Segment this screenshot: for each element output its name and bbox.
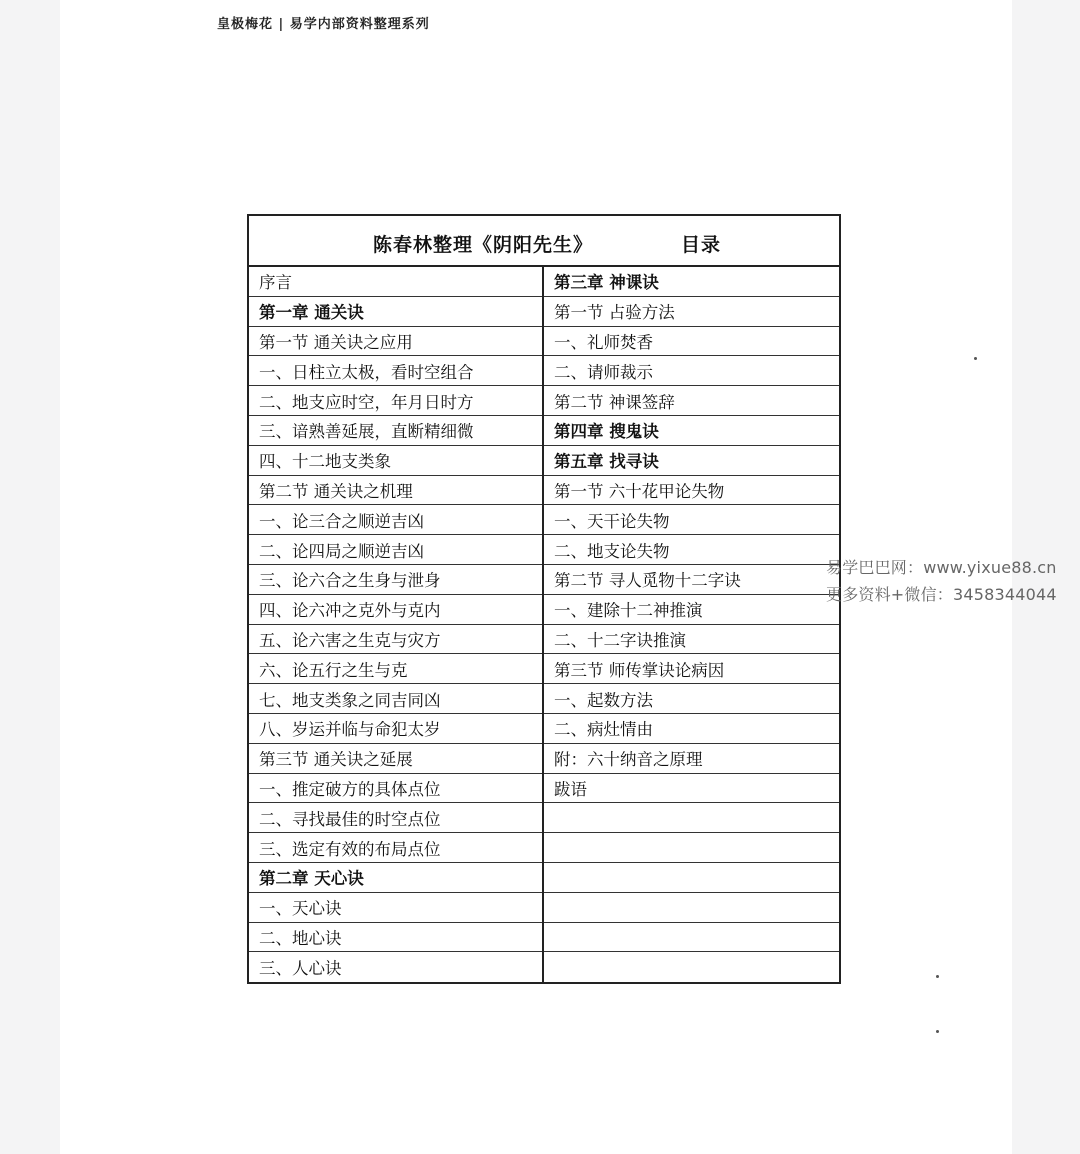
toc-entry: 一、日柱立太极，看时空组合 bbox=[249, 356, 542, 386]
toc-entry: 第二章 天心诀 bbox=[249, 863, 542, 893]
toc-entry: 一、建除十二神推演 bbox=[544, 595, 839, 625]
toc-entry: 第三节 师传掌诀论病因 bbox=[544, 654, 839, 684]
toc-left-column bbox=[249, 267, 544, 982]
toc-entry bbox=[544, 952, 839, 982]
toc-entry: 一、起数方法 bbox=[544, 684, 839, 714]
toc-entry: 第一节 占验方法 bbox=[544, 297, 839, 327]
toc-entry bbox=[544, 833, 839, 863]
toc-entry: 二、寻找最佳的时空点位 bbox=[249, 803, 542, 833]
toc-entry: 三、谙熟善延展，直断精细微 bbox=[249, 416, 542, 446]
toc-entry: 五、论六害之生克与灾方 bbox=[249, 625, 542, 655]
toc-entry: 二、病灶情由 bbox=[544, 714, 839, 744]
toc-entry bbox=[544, 863, 839, 893]
toc-entry: 七、地支类象之同吉同凶 bbox=[249, 684, 542, 714]
toc-entry: 二、地支论失物 bbox=[544, 535, 839, 565]
toc-title-suffix: 目录 bbox=[681, 234, 722, 256]
toc-entry: 第三节 通关诀之延展 bbox=[249, 744, 542, 774]
toc-right-column bbox=[544, 267, 839, 982]
toc-entry: 第二节 神课签辞 bbox=[544, 386, 839, 416]
toc-entry bbox=[544, 923, 839, 953]
toc-entry: 第二节 通关诀之机理 bbox=[249, 476, 542, 506]
toc-entry: 二、十二字诀推演 bbox=[544, 625, 839, 655]
scan-speck bbox=[974, 357, 977, 360]
toc-entry: 一、天心诀 bbox=[249, 893, 542, 923]
toc-entry: 一、天干论失物 bbox=[544, 505, 839, 535]
toc-entry: 四、论六冲之克外与克内 bbox=[249, 595, 542, 625]
toc-entry: 六、论五行之生与克 bbox=[249, 654, 542, 684]
table-of-contents bbox=[247, 214, 841, 984]
toc-entry: 三、人心诀 bbox=[259, 959, 342, 979]
toc-entry: 第四章 搜鬼诀 bbox=[544, 416, 839, 446]
toc-entry: 三、论六合之生身与泄身 bbox=[249, 565, 542, 595]
toc-entry: 四、十二地支类象 bbox=[249, 446, 542, 476]
toc-entry: 第一章 通关诀 bbox=[249, 297, 542, 327]
toc-entry: 第二节 寻人觅物十二字诀 bbox=[544, 565, 839, 595]
toc-title-row bbox=[249, 216, 839, 267]
watermark-contact: 更多资料+微信：3458344044 bbox=[826, 585, 1057, 604]
toc-entry: 附：六十纳音之原理 bbox=[544, 744, 839, 774]
toc-entry: 二、地支应时空，年月日时方 bbox=[249, 386, 542, 416]
toc-entry: 第三章 神课诀 bbox=[544, 267, 839, 297]
scan-speck bbox=[936, 1030, 939, 1033]
toc-entry: 一、论三合之顺逆吉凶 bbox=[249, 505, 542, 535]
toc-entry: 第一节 六十花甲论失物 bbox=[544, 476, 839, 506]
watermark-website: 易学巴巴网：www.yixue88.cn bbox=[826, 558, 1057, 577]
toc-entry: 一、礼师焚香 bbox=[544, 327, 839, 357]
toc-entry: 一、推定破方的具体点位 bbox=[249, 774, 542, 804]
toc-entry: 二、地心诀 bbox=[249, 923, 542, 953]
toc-entry: 跋语 bbox=[544, 774, 839, 804]
scan-speck bbox=[936, 975, 939, 978]
toc-entry: 二、论四局之顺逆吉凶 bbox=[249, 535, 542, 565]
page-header: 皇极梅花 | 易学内部资料整理系列 bbox=[217, 17, 430, 32]
toc-entry: 八、岁运并临与命犯太岁 bbox=[249, 714, 542, 744]
toc-entry bbox=[544, 893, 839, 923]
toc-entry: 序言 bbox=[249, 267, 542, 297]
toc-title: 陈春林整理《阴阳先生》 bbox=[373, 234, 594, 256]
toc-entry: 二、请师裁示 bbox=[544, 356, 839, 386]
toc-entry bbox=[544, 803, 839, 833]
toc-entry: 第一节 通关诀之应用 bbox=[249, 327, 542, 357]
toc-entry: 三、选定有效的布局点位 bbox=[249, 833, 542, 863]
toc-entry: 第五章 找寻诀 bbox=[544, 446, 839, 476]
